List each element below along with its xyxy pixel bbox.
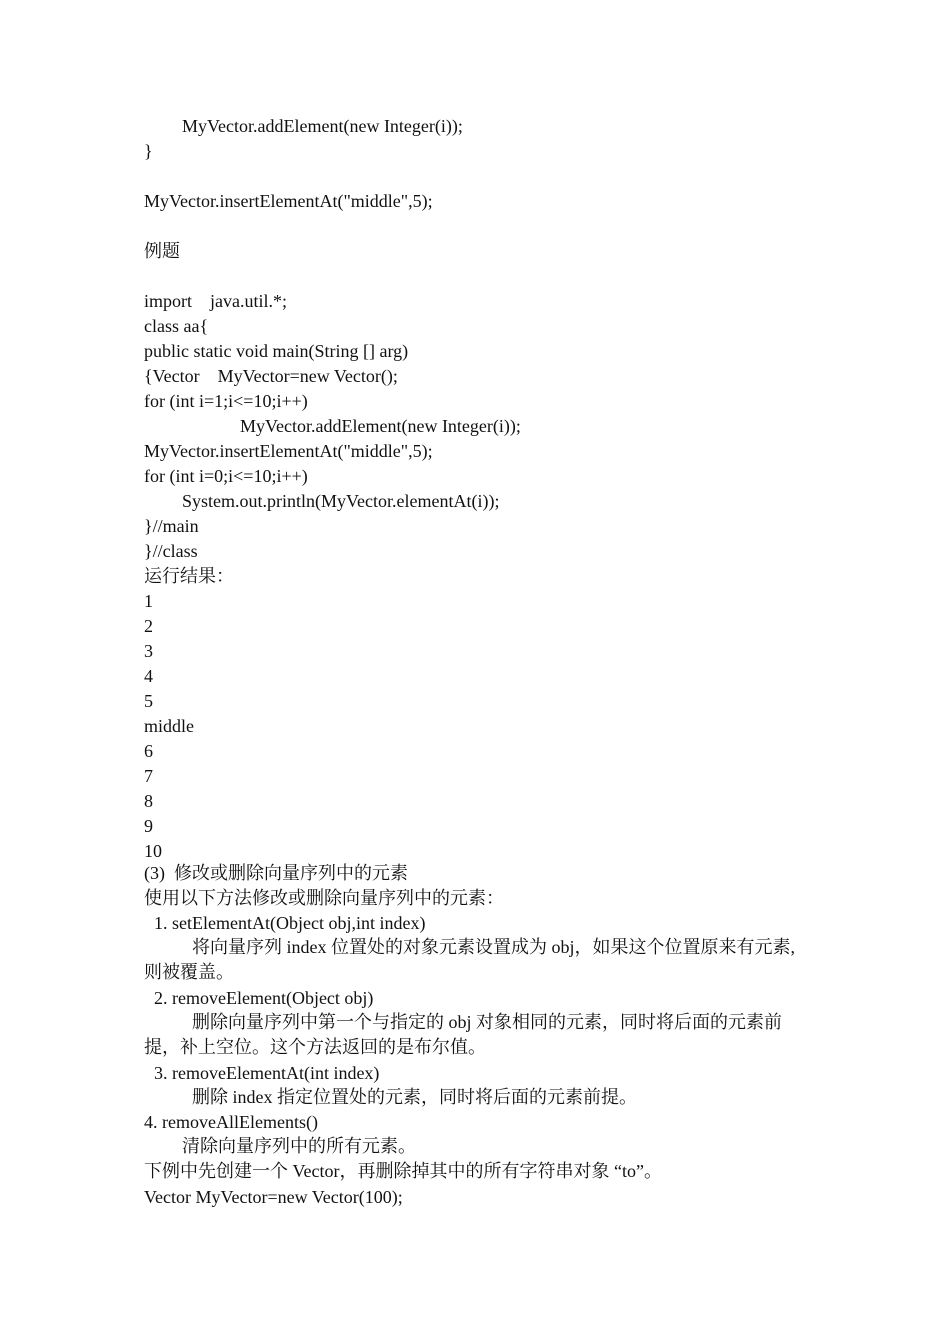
code-line: {Vector MyVector=new Vector(); <box>144 366 398 386</box>
method-item: 2. removeElement(Object obj) <box>154 988 374 1008</box>
output-line: 2 <box>144 616 153 636</box>
code-line: }//main <box>144 516 199 536</box>
method-description: 清除向量序列中的所有元素。 <box>182 1136 416 1156</box>
code-line: public static void main(String [] arg) <box>144 341 409 361</box>
output-heading: 运行结果： <box>144 566 234 586</box>
code-line: MyVector.addElement(new Integer(i)); <box>240 416 521 436</box>
output-line: 5 <box>144 691 153 711</box>
code-line: }//class <box>144 541 198 561</box>
code-line: MyVector.addElement(new Integer(i)); <box>182 116 463 136</box>
code-line: import java.util.*; <box>144 291 287 311</box>
code-line: MyVector.insertElementAt("middle",5); <box>144 441 433 461</box>
code-line: } <box>144 141 153 161</box>
output-line: 1 <box>144 591 153 611</box>
text-line: 下例中先创建一个 Vector，再删除掉其中的所有字符串对象 “to”。 <box>144 1161 662 1181</box>
output-line: 6 <box>144 741 153 761</box>
output-line: 8 <box>144 791 153 811</box>
code-line: for (int i=1;i<=10;i++) <box>144 391 308 411</box>
method-item: 3. removeElementAt(int index) <box>154 1063 380 1083</box>
code-line: MyVector.insertElementAt("middle",5); <box>144 191 433 211</box>
method-item: 1. setElementAt(Object obj,int index) <box>154 913 426 933</box>
code-line: Vector MyVector=new Vector(100); <box>144 1187 403 1207</box>
section-heading: (3) 修改或删除向量序列中的元素 <box>144 863 408 883</box>
code-line: class aa{ <box>144 316 209 336</box>
output-line: 9 <box>144 816 153 836</box>
section-heading: 例题 <box>144 241 180 261</box>
code-line: for (int i=0;i<=10;i++) <box>144 466 308 486</box>
method-description: 删除 index 指定位置处的元素，同时将后面的元素前提。 <box>192 1087 637 1107</box>
output-line: 3 <box>144 641 153 661</box>
text-line: 使用以下方法修改或删除向量序列中的元素： <box>144 888 504 908</box>
output-line: 10 <box>144 841 162 861</box>
output-line: middle <box>144 716 194 736</box>
method-item: 4. removeAllElements() <box>144 1112 318 1132</box>
method-description: 将向量序列 index 位置处的对象元素设置成为 obj，如果这个位置原来有元素,则被覆盖。 <box>144 937 795 982</box>
code-line: System.out.println(MyVector.elementAt(i)); <box>182 491 500 511</box>
output-line: 7 <box>144 766 153 786</box>
output-line: 4 <box>144 666 153 686</box>
method-description: 删除向量序列中第一个与指定的 obj 对象相同的元素，同时将后面的元素前提，补上空位。这个方法返回的是布尔值。 <box>144 1012 782 1057</box>
